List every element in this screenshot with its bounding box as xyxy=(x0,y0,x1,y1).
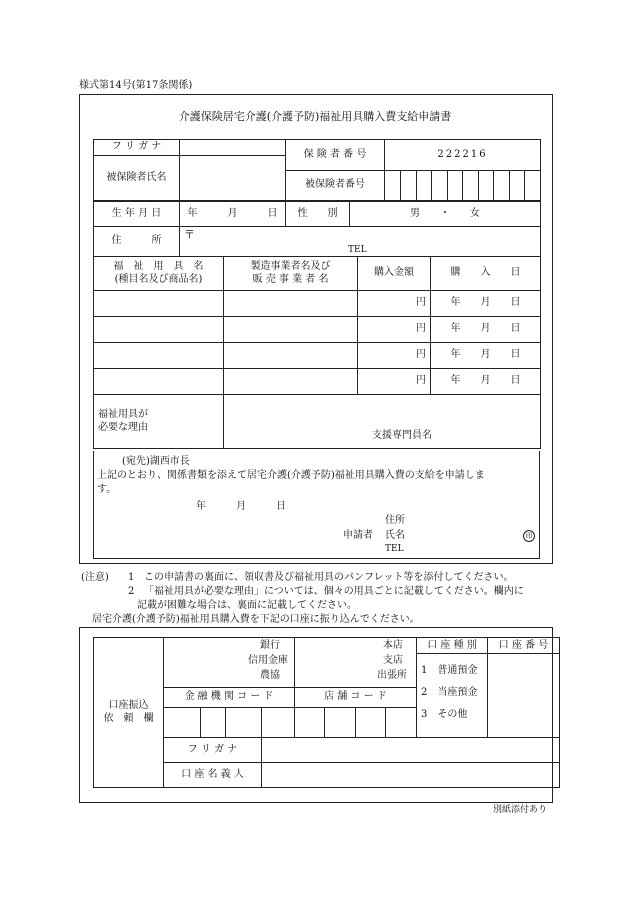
applicant-label: 申請者 xyxy=(343,530,373,541)
equipment-header-l1: 福 祉 用 具 名 xyxy=(113,261,204,272)
equipment-cell[interactable] xyxy=(94,291,224,317)
equipment-cell[interactable] xyxy=(94,369,224,395)
financial-institution-name[interactable] xyxy=(164,638,295,688)
applicant-tel-label: TEL xyxy=(385,544,404,554)
form-code: 様式第14号(第17条関係) xyxy=(79,80,193,91)
reason-label-l2: 必要な理由 xyxy=(98,421,148,433)
account-no-label: 口 座 番 号 xyxy=(488,638,559,654)
reason-label-l1: 福祉用具が xyxy=(98,409,148,420)
account-type-current[interactable]: 2 当座預金 xyxy=(421,687,478,698)
amount-cell[interactable]: 円 xyxy=(358,317,431,343)
seal-mark xyxy=(523,530,535,542)
table-row xyxy=(94,317,541,343)
purchase-date-cell[interactable]: 年 月 日 xyxy=(431,369,541,395)
maker-cell[interactable] xyxy=(224,291,358,317)
bank-side-label-l1: 口座振込 xyxy=(108,700,149,711)
notes-prefix: (注意) xyxy=(81,572,109,583)
address-tel-label: TEL xyxy=(348,245,367,255)
digit-cell[interactable] xyxy=(416,171,432,200)
form-title: 介護保険居宅介護(介護予防)福祉用具購入費支給申請書 xyxy=(178,110,452,123)
branch-code-digit[interactable] xyxy=(295,708,325,738)
account-type-cell xyxy=(417,638,488,738)
applicant-name-label: 氏名 xyxy=(385,530,405,541)
note-2-number: 2 xyxy=(128,586,135,597)
branch-type-sub: 出張所 xyxy=(377,670,407,681)
note-1: この申請書の裏面に、領収書及び福祉用具のパンフレット等を添付してください。 xyxy=(144,572,514,583)
branch-code-digit[interactable] xyxy=(356,708,386,738)
furigana-input[interactable] xyxy=(180,140,286,156)
insured-no-label: 被保険者番号 xyxy=(286,171,385,201)
account-holder-label: 口 座 名 義 人 xyxy=(164,763,262,788)
birth-date-input[interactable]: 年 月 日 xyxy=(180,202,286,227)
equipment-header-l2: (種目名及び商品名) xyxy=(114,273,203,285)
digit-cell[interactable] xyxy=(494,171,510,200)
digit-cell[interactable] xyxy=(401,171,417,200)
digit-cell[interactable] xyxy=(432,171,448,200)
equipment-header xyxy=(94,257,224,291)
purchase-date-cell[interactable]: 年 月 日 xyxy=(431,317,541,343)
amount-cell[interactable]: 円 xyxy=(358,291,431,317)
account-type-ordinary[interactable]: 1 普通預金 xyxy=(421,665,478,676)
maker-cell[interactable] xyxy=(224,317,358,343)
fin-code-digit[interactable] xyxy=(262,708,295,738)
account-no-cell[interactable] xyxy=(488,638,560,738)
maker-cell[interactable] xyxy=(224,343,358,369)
account-type-other[interactable]: 3 その他 xyxy=(421,709,468,720)
application-statement: 上記のとおり、関係書類を添えて居宅介護(介護予防)福祉用具購入費の支給を申請しま xyxy=(97,470,485,481)
insured-no-digits xyxy=(385,171,540,200)
fin-type-credit-union: 信用金庫 xyxy=(248,655,288,666)
address-input[interactable] xyxy=(180,227,541,257)
bank-table xyxy=(93,637,560,788)
amount-cell[interactable]: 円 xyxy=(358,369,431,395)
digit-cell[interactable] xyxy=(525,171,541,200)
digit-cell[interactable] xyxy=(478,171,494,200)
items-table xyxy=(93,256,541,449)
maker-header xyxy=(224,257,358,291)
digit-cell[interactable] xyxy=(509,171,525,200)
reason-input[interactable] xyxy=(224,395,541,449)
application-date[interactable]: 年 月 日 xyxy=(196,501,286,512)
application-statement-end: す。 xyxy=(97,484,117,495)
purchase-date-cell[interactable]: 年 月 日 xyxy=(431,343,541,369)
fin-code-label: 金 融 機 関 コ ー ド xyxy=(164,688,295,708)
maker-cell[interactable] xyxy=(224,369,358,395)
branch-type-branch: 支店 xyxy=(383,655,403,666)
postal-mark: 〒 xyxy=(184,228,195,241)
digit-cell[interactable] xyxy=(447,171,463,200)
note-1-number: 1 xyxy=(128,572,135,583)
branch-code-label: 店 舗 コ ー ド xyxy=(295,688,417,708)
equipment-cell[interactable] xyxy=(94,317,224,343)
amount-header: 購入金額 xyxy=(358,257,431,291)
fin-type-bank: 銀行 xyxy=(260,640,280,651)
holder-furigana-input[interactable] xyxy=(262,738,560,763)
digit-cell[interactable] xyxy=(463,171,479,200)
insured-name-label: 被保険者氏名 xyxy=(94,156,180,201)
applicant-address-label: 住所 xyxy=(385,515,405,526)
fin-code-digit[interactable] xyxy=(201,708,226,738)
sex-options[interactable]: 男 ・ 女 xyxy=(350,202,541,227)
specialist-label: 支援専門員名 xyxy=(372,430,432,441)
maker-header-l2: 販 売 事 業 者 名 xyxy=(252,273,329,285)
date-header: 購 入 日 xyxy=(431,257,541,291)
address-label: 住 所 xyxy=(94,227,180,257)
fin-type-agri-coop: 農協 xyxy=(260,670,280,681)
table-row xyxy=(94,291,541,317)
purchase-date-cell[interactable]: 年 月 日 xyxy=(431,291,541,317)
note-2: 「福祉用具が必要な理由」については、個々の用具ごとに記載してください。欄内に xyxy=(144,586,524,597)
furigana-label: フ リ ガ ナ xyxy=(94,140,180,156)
account-type-label: 口 座 種 別 xyxy=(417,638,487,654)
bank-side-label xyxy=(94,638,164,788)
reason-label xyxy=(94,395,224,449)
equipment-cell[interactable] xyxy=(94,343,224,369)
note-2-continued: 記載が困難な場合は、裏面に記載してください。 xyxy=(137,600,357,611)
insured-table xyxy=(93,139,541,201)
applicant-box xyxy=(93,451,540,559)
table-row xyxy=(94,343,541,369)
transfer-instruction: 居宅介護(介護予防)福祉用具購入費を下記の口座に振り込んでください。 xyxy=(92,614,420,625)
birth-address-table xyxy=(93,201,541,257)
insured-no-input[interactable] xyxy=(385,171,541,201)
birth-date-label: 生 年 月 日 xyxy=(94,202,180,227)
insurer-no-label: 保 険 者 番 号 xyxy=(286,140,385,171)
seal-glyph: 印 xyxy=(523,530,535,542)
fin-code-digit[interactable] xyxy=(164,708,201,738)
insured-name-input[interactable] xyxy=(180,156,286,201)
bank-side-label-l2: 依 頼 欄 xyxy=(103,712,154,724)
digit-cell[interactable] xyxy=(385,171,401,200)
insurer-no-value: 222216 xyxy=(385,140,541,171)
amount-cell[interactable]: 円 xyxy=(358,343,431,369)
branch-name[interactable] xyxy=(295,638,417,688)
maker-header-l1: 製造事業者名及び xyxy=(250,261,331,272)
footer-note: 別紙添付あり xyxy=(493,805,548,815)
account-holder-input[interactable] xyxy=(262,763,560,788)
branch-code-digit[interactable] xyxy=(325,708,356,738)
fin-code-digit[interactable] xyxy=(226,708,262,738)
holder-furigana-label: フ リ ガ ナ xyxy=(164,738,262,763)
branch-code-digit[interactable] xyxy=(386,708,417,738)
sex-label: 性 別 xyxy=(286,202,350,227)
table-row xyxy=(94,369,541,395)
branch-type-main: 本店 xyxy=(383,640,403,651)
addressee: (宛先)湖西市長 xyxy=(122,456,190,467)
